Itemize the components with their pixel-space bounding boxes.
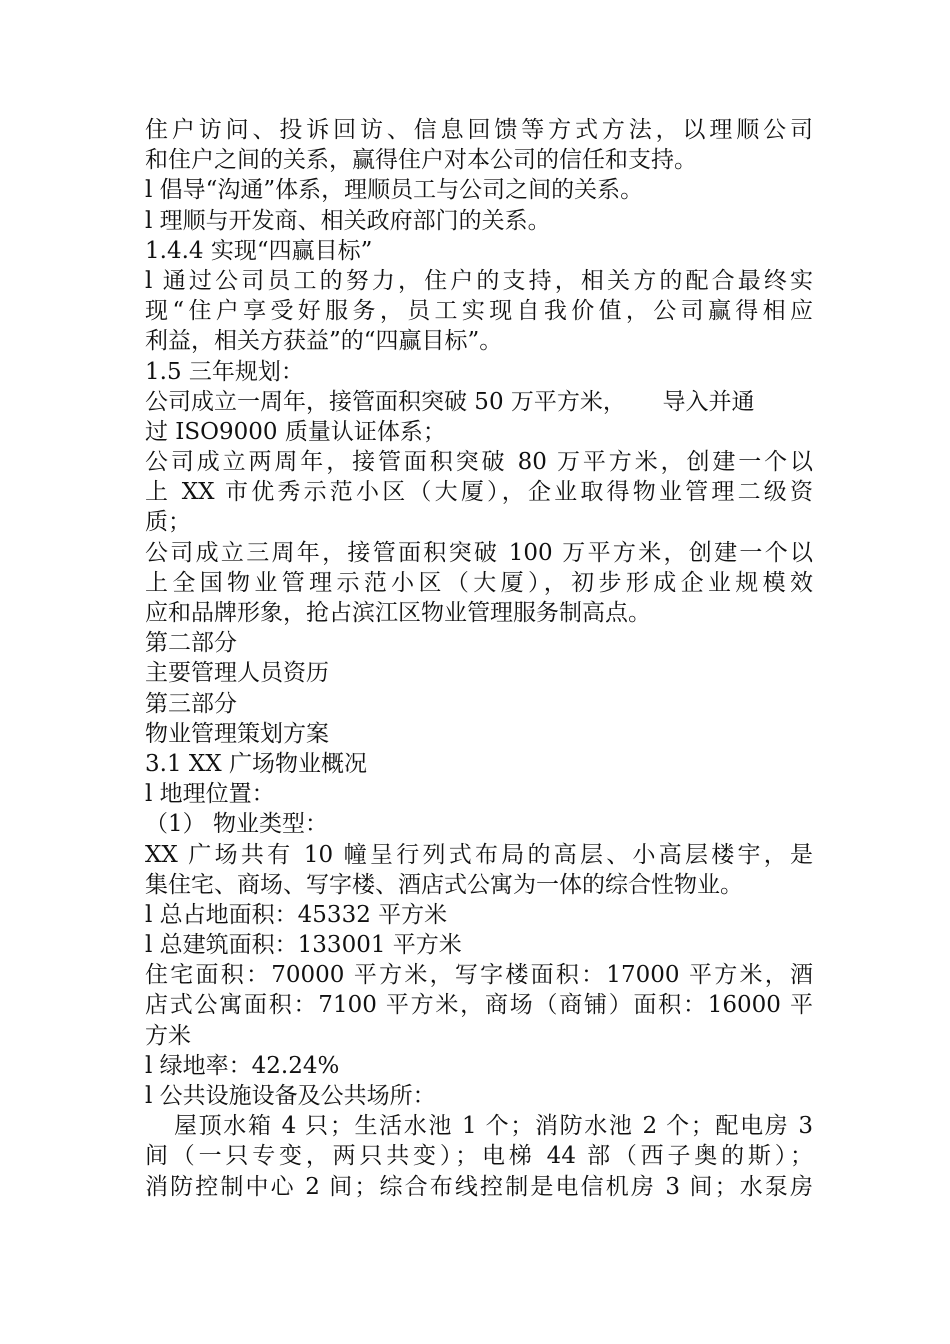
bullet-item: l 地理位置： [145, 781, 275, 808]
text-line: 住户访问、投诉回访、信息回馈等方式方法，以理顺公司 [145, 117, 813, 143]
part-heading: 第二部分 [145, 630, 237, 657]
part-title: 物业管理策划方案 [145, 720, 329, 747]
bullet-item: l 总占地面积：45332 平方米 [145, 901, 448, 928]
text-line: 应和品牌形象，抢占滨江区物业管理服务制高点。 [145, 600, 651, 626]
bullet-item: l 通过公司员工的努力，住户的支持，相关方的配合最终实 [145, 267, 813, 294]
part-heading: 第三部分 [145, 690, 237, 717]
text-line: 过 ISO9000 质量认证体系； [145, 418, 446, 445]
section-heading: 1.4.4 实现“四赢目标” [145, 237, 373, 264]
text-line: 公司成立三周年，接管面积突破 100 万平方米，创建一个以 [145, 539, 813, 566]
bullet-item: l 理顺与开发商、相关政府部门的关系。 [145, 207, 551, 234]
text-line: 集住宅、商场、写字楼、酒店式公寓为一体的综合性物业。 [145, 871, 743, 898]
document-body [145, 115, 813, 1202]
section-heading: 1.5 三年规划： [145, 358, 304, 385]
text-line: 屋顶水箱 4 只；生活水池 1 个；消防水池 2 个；配电房 3 [174, 1113, 813, 1140]
text-line: 消防控制中心 2 间；综合布线控制是电信机房 3 间；水泵房 [145, 1173, 813, 1200]
text-line: 上全国物业管理示范小区（大厦），初步形成企业规模效 [145, 569, 813, 596]
section-heading: 3.1 XX 广场物业概况 [145, 750, 367, 777]
bullet-item: l 倡导“沟通”体系，理顺员工与公司之间的关系。 [145, 177, 644, 204]
text-line: 现“住户享受好服务，员工实现自我价值，公司赢得相应 [145, 298, 813, 325]
text-line: 间（一只专变，两只共变）；电梯 44 部（西子奥的斯）； [145, 1143, 813, 1170]
text-line: XX 广场共有 10 幢呈行列式布局的高层、小高层楼宇，是 [145, 841, 813, 868]
text-line: 公司成立一周年，接管面积突破 50 万平方米， 导入并通 [145, 388, 755, 415]
text-line: 住宅面积：70000 平方米，写字楼面积：17000 平方米，酒 [145, 962, 813, 989]
text-line: 方米 [145, 1022, 191, 1049]
text-line: 公司成立两周年，接管面积突破 80 万平方米，创建一个以 [145, 449, 813, 476]
text-line: 质； [145, 509, 191, 536]
part-title: 主要管理人员资历 [145, 660, 329, 687]
bullet-item: l 公共设施设备及公共场所： [145, 1083, 436, 1109]
bullet-item: l 绿地率：42.24% [145, 1052, 340, 1079]
text-line: 店式公寓面积：7100 平方米，商场（商铺）面积：16000 平 [145, 992, 813, 1019]
text-line: 和住户之间的关系，赢得住户对本公司的信任和支持。 [145, 147, 697, 174]
numbered-item: （1） 物业类型： [145, 811, 328, 838]
text-line: 上 XX 市优秀示范小区（大厦），企业取得物业管理二级资 [145, 479, 813, 506]
bullet-item: l 总建筑面积：133001 平方米 [145, 932, 462, 959]
text-line: 利益，相关方获益”的“四赢目标”。 [145, 328, 503, 355]
